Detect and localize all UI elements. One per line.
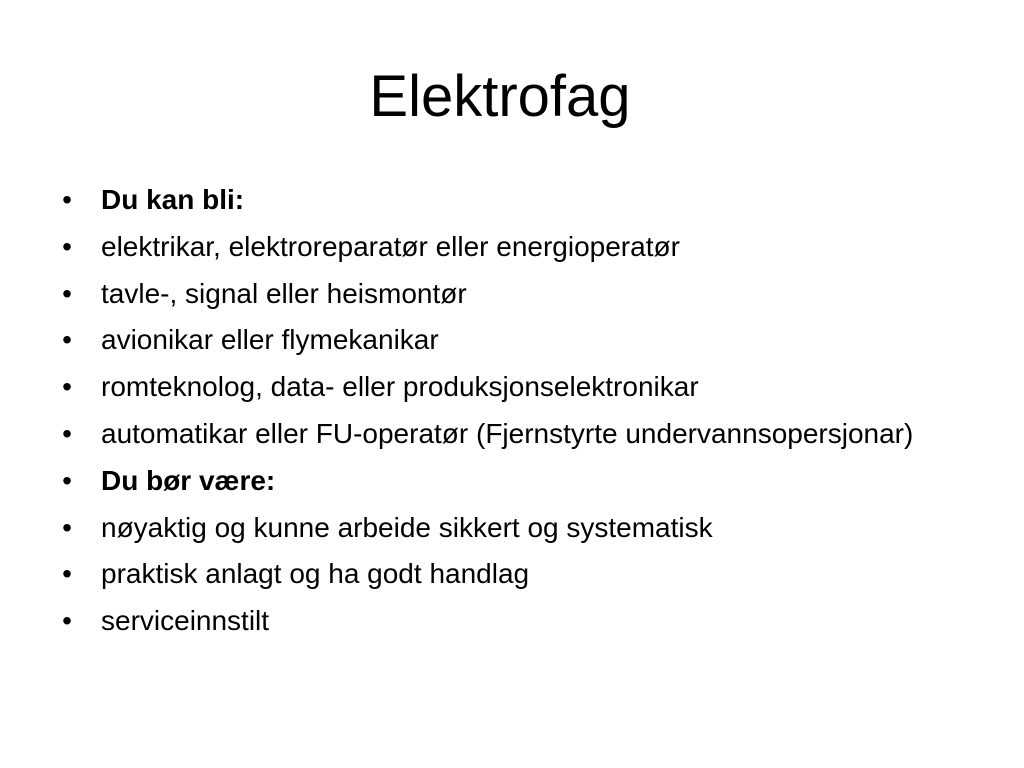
bullet-item [57,370,957,404]
bullet-text: Du kan bli: [101,184,245,215]
bullet-item-heading-du-kan-bli [57,183,957,217]
bullet-list [57,183,957,651]
bullet-text: avionikar eller flymekanikar [101,324,439,356]
bullet-icon: • [62,605,72,637]
bullet-text: automatikar eller FU-operatør (Fjernstyrte undervannsopersjonar) [101,417,914,449]
bullet-item [57,557,957,591]
bullet-item [57,417,957,451]
bullet-icon: • [62,558,72,590]
bullet-icon: • [62,277,72,309]
bullet-text: Du bør være: [101,464,276,496]
bullet-icon: • [62,417,72,449]
bullet-item [57,230,957,264]
bullet-text: romteknolog, data- eller produksjonselektronikar [101,371,699,403]
bullet-text: nøyaktig og kunne arbeide sikkert og systematisk [101,511,713,543]
bullet-item [57,604,957,638]
bullet-item [57,323,957,357]
bullet-text: serviceinnstilt [101,605,270,637]
bullet-icon: • [62,511,72,543]
bullet-icon: • [62,324,72,356]
bullet-icon: • [62,464,72,496]
bullet-text: tavle-, signal eller heismontør [101,277,467,309]
slide-title: Elektrofag [369,64,631,129]
bullet-item [57,277,957,311]
bullet-text: elektrikar, elektroreparatør eller energioperatør [101,230,680,262]
bullet-icon: • [62,184,72,215]
bullet-text: praktisk anlagt og ha godt handlag [101,558,530,590]
bullet-icon: • [62,230,72,262]
bullet-item [57,511,957,545]
bullet-icon: • [62,371,72,403]
bullet-item-heading-du-bor-vaere [57,464,957,498]
